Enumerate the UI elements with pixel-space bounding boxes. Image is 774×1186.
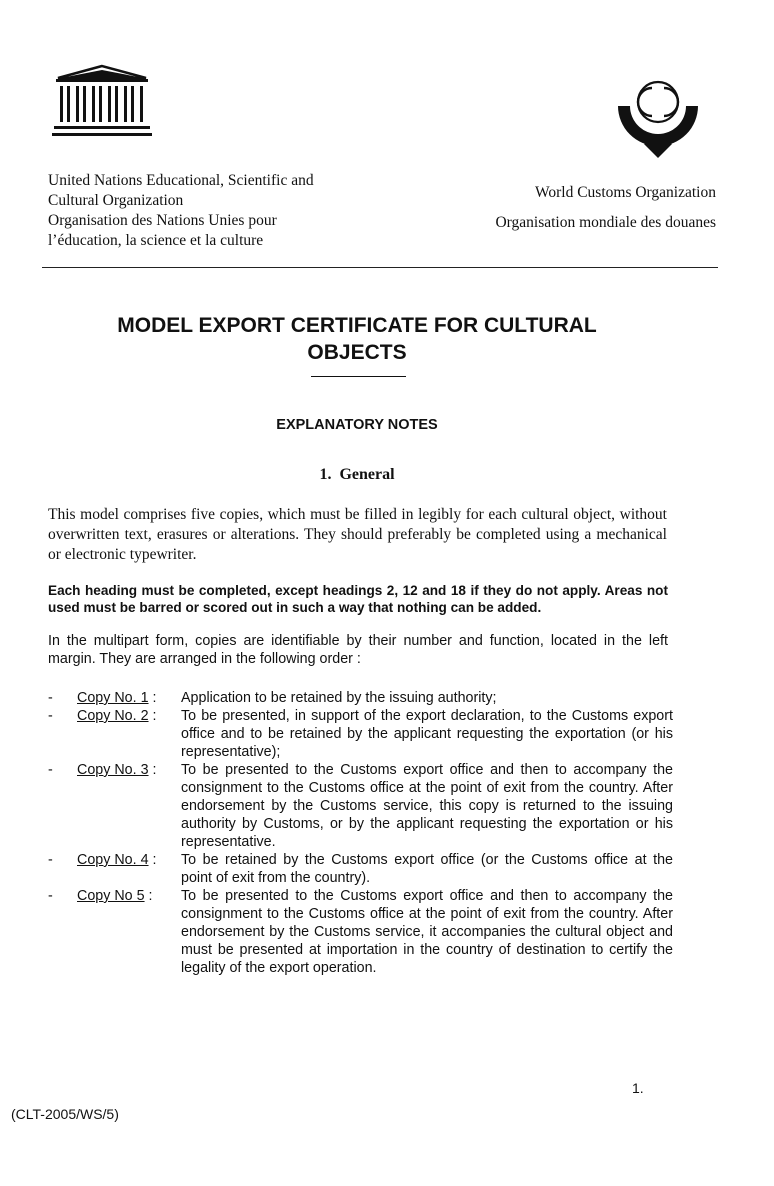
copy-number: Copy No. 4	[77, 852, 149, 868]
unesco-temple-icon	[52, 64, 152, 142]
copy-number: Copy No. 1	[77, 690, 149, 706]
list-item	[48, 887, 673, 977]
bold-instruction-paragraph: Each heading must be completed, except headings 2, 12 and 18 if they do not apply. Areas not used must be barred or scored out in such a way that nothing can be added.	[48, 583, 668, 615]
list-dash: -	[48, 690, 53, 706]
org-left-line: Organisation des Nations Unies pour	[48, 212, 277, 229]
org-left-block	[48, 171, 378, 251]
copy-label	[77, 707, 181, 761]
copy-number: Copy No. 2	[77, 708, 149, 724]
copy-label	[77, 851, 181, 887]
list-item	[48, 851, 673, 887]
copy-separator: :	[144, 888, 153, 904]
list-dash: -	[48, 888, 53, 904]
copy-separator: :	[148, 762, 157, 778]
multipart-paragraph: In the multipart form, copies are identifiable by their number and function, located in the left margin. They are arranged in the following order :	[48, 633, 668, 667]
copy-label	[77, 887, 181, 977]
list-dash: -	[48, 852, 53, 868]
org-right-line: Organisation mondiale des douanes	[495, 214, 716, 231]
explanatory-notes-heading: EXPLANATORY NOTES	[276, 417, 438, 433]
copy-number: Copy No. 3	[77, 762, 149, 778]
copy-description: To be presented to the Customs export office and then to accompany the consignment to the Customs office at the point of exit from the country. After endorsement by the Customs service, this copy is returned to the issuing authority by Customs, or by the applicant requesting the exportation or his representative.	[181, 762, 673, 850]
document-title	[40, 312, 674, 366]
title-underline	[311, 376, 406, 377]
unesco-logo	[52, 64, 152, 142]
org-left-line: United Nations Educational, Scientific and	[48, 172, 314, 189]
header-divider	[42, 267, 718, 268]
wco-emblem-icon	[612, 78, 704, 160]
list-dash: -	[48, 762, 53, 778]
title-line: MODEL EXPORT CERTIFICATE FOR CULTURAL	[117, 314, 597, 337]
copy-separator: :	[148, 690, 157, 706]
copy-description: To be presented, in support of the export declaration, to the Customs export office and to be retained by the applicant requesting the exportation (or his representative);	[181, 708, 673, 760]
copy-number: Copy No 5	[77, 888, 145, 904]
copies-list	[48, 689, 673, 977]
document-code: (CLT-2005/WS/5)	[11, 1106, 119, 1122]
org-right-block	[495, 178, 716, 238]
copy-separator: :	[148, 708, 157, 724]
list-item	[48, 689, 673, 707]
wco-logo	[612, 78, 704, 160]
title-line: OBJECTS	[307, 341, 407, 364]
list-dash: -	[48, 708, 53, 724]
intro-paragraph: This model comprises five copies, which must be filled in legibly for each cultural object, without overwritten text, erasures or alterations. They should preferably be completed using a mechanical or electronic typewriter.	[48, 506, 667, 563]
list-item	[48, 707, 673, 761]
page-number: 1.	[632, 1080, 644, 1096]
list-item	[48, 761, 673, 851]
section-heading: 1. General	[319, 466, 395, 483]
copy-description: Application to be retained by the issuing authority;	[181, 690, 497, 706]
copy-description: To be retained by the Customs export office (or the Customs office at the point of exit from the country).	[181, 852, 673, 886]
copy-label	[77, 689, 181, 707]
org-right-line: World Customs Organization	[534, 184, 716, 201]
org-left-line: l’éducation, la science et la culture	[48, 232, 264, 249]
copy-label	[77, 761, 181, 851]
org-left-line: Cultural Organization	[48, 192, 184, 209]
copy-description: To be presented to the Customs export office and then to accompany the consignment to the Customs office at the point of exit from the country. After endorsement by the Customs service, it accompanies the cultural object and must be presented at importation in the country of destination to certify the legality of the export operation.	[181, 888, 673, 976]
copy-separator: :	[148, 852, 157, 868]
